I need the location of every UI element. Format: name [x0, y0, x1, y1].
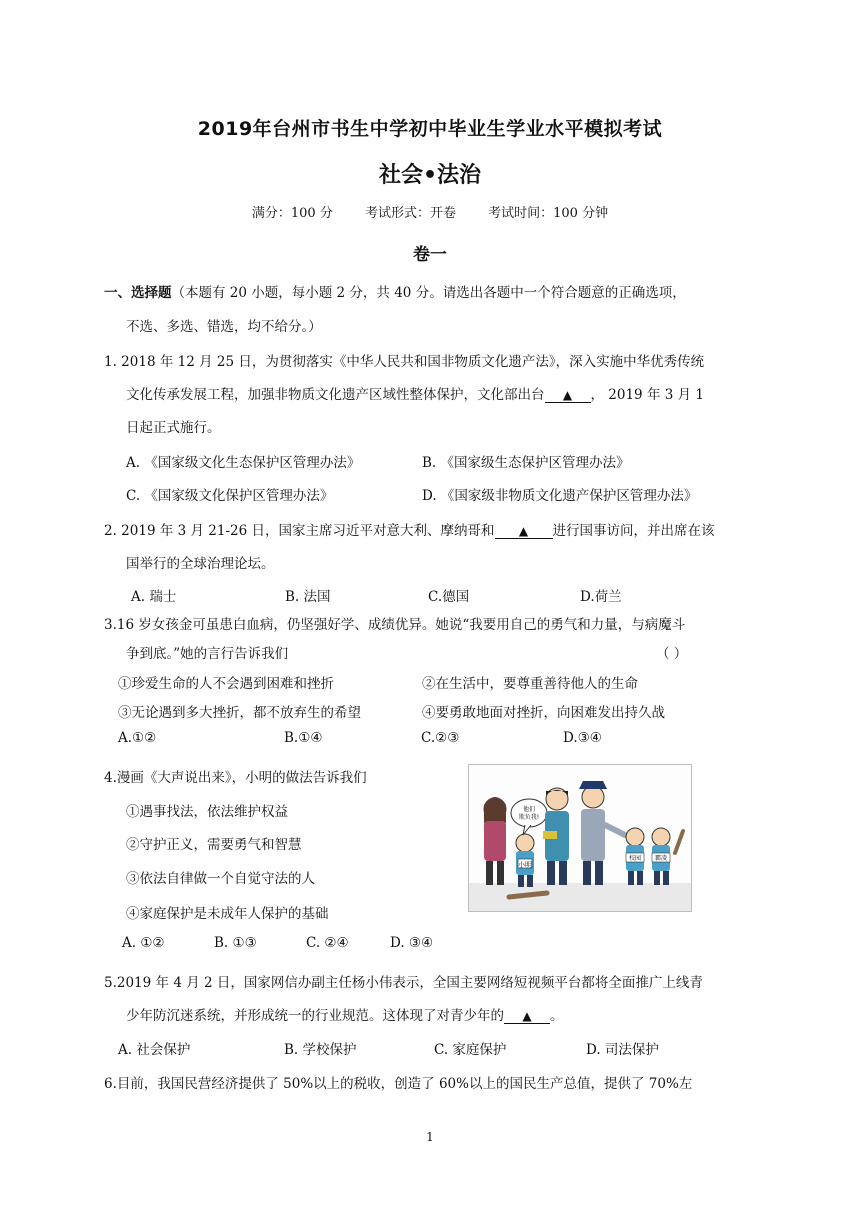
q5-option-d: D. 司法保护 [586, 1042, 659, 1058]
bully-tag-1: 校园 [628, 855, 642, 862]
instructions-label: 一、选择题 [104, 285, 172, 301]
full-score: 满分：100 分 [251, 206, 333, 221]
q1-line-3: 日起正式施行。 [126, 420, 221, 436]
exam-meta [0, 202, 860, 221]
q1-line-1: 1. 2018 年 12 月 25 日，为贯彻落实《中华人民共和国非物质文化遗产法》，深入实施中华优秀传统 [104, 354, 705, 370]
name-tag-text: 小明 [518, 861, 532, 869]
q3-statement-2: ②在生活中，要尊重善待他人的生命 [422, 676, 638, 692]
q4-statement-2: ②守护正义，需要勇气和智慧 [126, 837, 302, 853]
q5-option-b: B. 学校保护 [284, 1042, 357, 1058]
exam-format: 考试形式：开卷 [364, 206, 456, 221]
q5-option-a: A. 社会保护 [118, 1042, 191, 1058]
exam-title: 2019年台州市书生中学初中毕业生学业水平模拟考试 [197, 118, 663, 140]
q1-line-2 [126, 383, 704, 403]
q2-option-a: A. 瑞士 [131, 589, 177, 605]
q1-answer-blank: ▲ [545, 388, 591, 403]
q4-line-1: 4.漫画《大声说出来》，小明的做法告诉我们 [104, 770, 367, 786]
q2-line-1 [104, 519, 715, 539]
q1-text-part-1: 文化传承发展工程，加强非物质文化遗产区域性整体保护，文化部出台 [126, 387, 545, 403]
q5-line-2 [126, 1004, 564, 1024]
q2-answer-blank: ▲ [495, 524, 553, 539]
q2-line-2: 国举行的全球治理论坛。 [126, 556, 275, 572]
exam-time: 考试时间：100 分钟 [488, 206, 609, 221]
q3-answer-paren: （ ） [656, 646, 688, 662]
q5-line-1: 5.2019 年 4 月 2 日，国家网信办副主任杨小伟表示，全国主要网络短视频平台都将全面推广上线青 [104, 975, 703, 991]
q4-option-d: D. ③④ [390, 935, 434, 951]
q2-option-b: B. 法国 [285, 589, 331, 605]
q3-line-2: 争到底。”她的言行告诉我们 [126, 646, 289, 662]
bully-tag-2: 霸凌 [654, 855, 668, 862]
q3-statement-1: ①珍爱生命的人不会遇到困难和挫折 [118, 676, 334, 692]
q3-option-b: B.①④ [284, 730, 323, 746]
q4-option-a: A. ①② [122, 935, 165, 951]
q2-option-d: D.荷兰 [580, 589, 622, 605]
q4-statement-4: ④家庭保护是未成年人保护的基础 [126, 906, 329, 922]
exam-subject: 社会•法治 [378, 163, 482, 188]
q5-text-part-1: 少年防沉迷系统，并形成统一的行业规范。这体现了对青少年的 [126, 1008, 504, 1024]
q4-statement-1: ①遇事找法，依法维护权益 [126, 804, 288, 820]
cartoon-drawing [469, 765, 691, 911]
cartoon-illustration [468, 764, 692, 912]
page-number: 1 [426, 1130, 434, 1144]
section-title: 卷一 [413, 245, 447, 265]
q4-option-c: C. ②④ [306, 935, 349, 951]
q3-line-1: 3.16 岁女孩金可虽患白血病，仍坚强好学、成绩优异。她说“我要用自己的勇气和力量，与病魔斗 [104, 617, 686, 633]
q2-text-part-2: 进行国事访问，并出席在该 [552, 523, 715, 539]
q1-option-a: A. 《国家级文化生态保护区管理办法》 [126, 455, 361, 471]
instructions-line-1 [104, 281, 686, 301]
q5-text-part-2: 。 [550, 1008, 564, 1024]
instructions-text-1: （本题有 20 小题，每小题 2 分，共 40 分。请选出各题中一个符合题意的正确选项， [171, 285, 686, 301]
q4-statement-3: ③依法自律做一个自觉守法的人 [126, 871, 315, 887]
q5-option-c: C. 家庭保护 [434, 1042, 507, 1058]
q1-option-c: C. 《国家级文化保护区管理办法》 [126, 488, 334, 504]
q3-option-c: C.②③ [421, 730, 460, 746]
q3-option-d: D.③④ [563, 730, 602, 746]
q5-answer-blank: ▲ [504, 1009, 550, 1024]
q4-option-b: B. ①③ [214, 935, 257, 951]
speech-text-1: 他们 [522, 806, 536, 813]
instructions-line-2: 不选、多选、错选，均不给分。） [126, 319, 322, 335]
speech-text-2: 欺负我! [518, 814, 540, 821]
q2-option-c: C.德国 [428, 589, 470, 605]
q1-text-part-2: ， 2019 年 3 月 1 [590, 387, 704, 403]
q3-option-a: A.①② [118, 730, 157, 746]
q2-text-part-1: 2. 2019 年 3 月 21-26 日，国家主席习近平对意大利、摩纳哥和 [104, 523, 495, 539]
q1-option-b: B. 《国家级生态保护区管理办法》 [422, 455, 630, 471]
q3-statement-3: ③无论遇到多大挫折，都不放弃生的希望 [118, 705, 361, 721]
q6-line-1: 6.目前，我国民营经济提供了 50%以上的税收，创造了 60%以上的国民生产总值，提供了 70%左 [104, 1076, 693, 1092]
q1-option-d: D. 《国家级非物质文化遗产保护区管理办法》 [422, 488, 698, 504]
q3-statement-4: ④要勇敢地面对挫折，向困难发出持久战 [422, 705, 665, 721]
